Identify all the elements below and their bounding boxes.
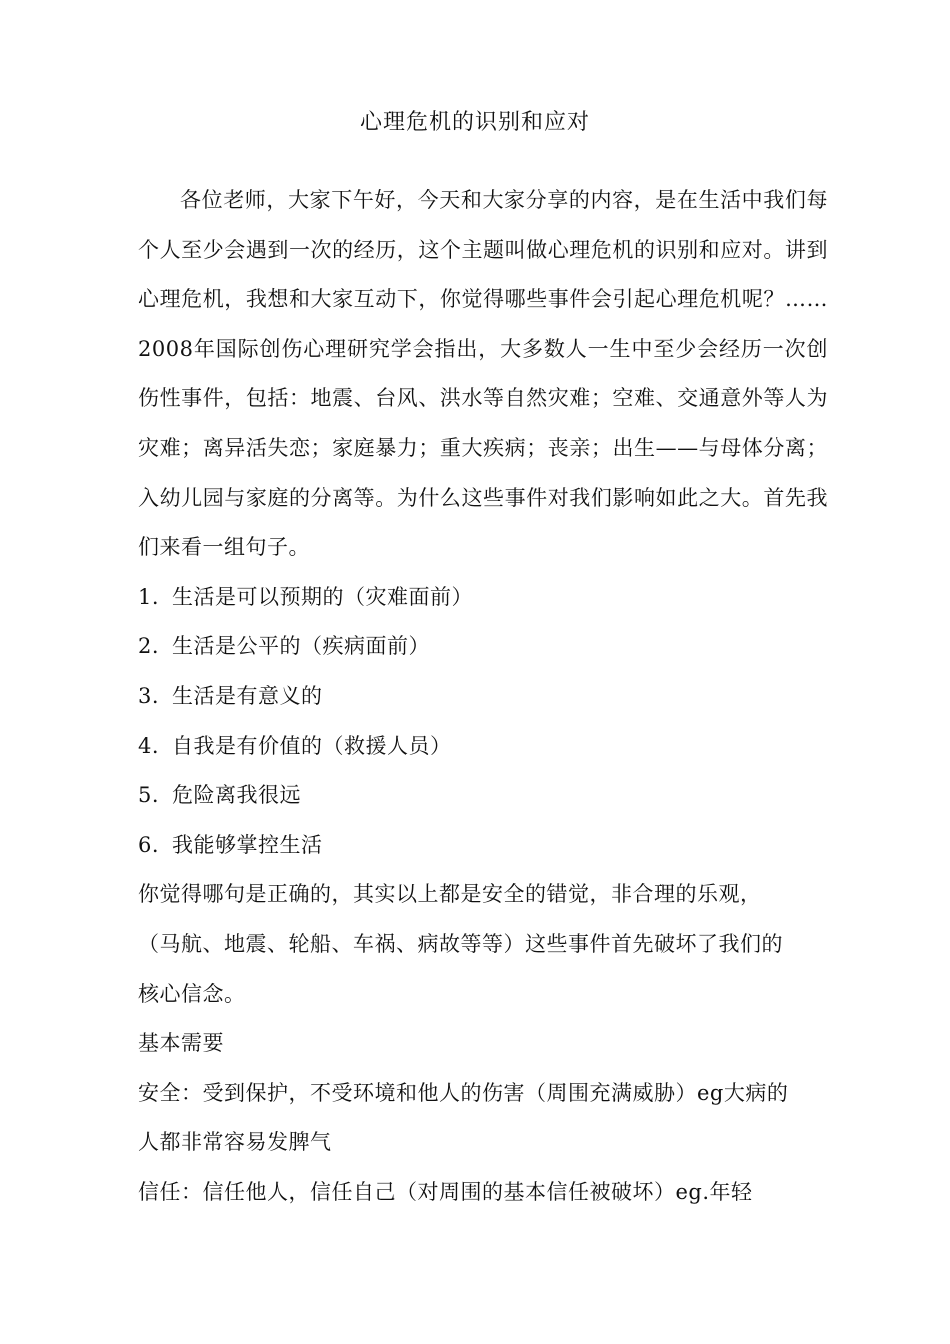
body-line: 核心信念。 [138,981,246,1006]
list-item [138,573,828,623]
list-number: 5. [138,783,160,808]
list-text: 我能够掌控生活 [172,832,323,857]
document-body [138,176,828,1217]
list-text: 自我是有价值的（救援人员） [172,733,452,758]
list-text: 生活是公平的（疾病面前） [172,634,430,659]
list-item [138,722,828,772]
document-title: 心理危机的识别和应对 [359,110,590,135]
list-text: 危险离我很远 [172,783,301,808]
list-item [138,672,828,722]
body-line: 你觉得哪句是正确的，其实以上都是安全的错觉，非合理的乐观， [138,882,762,907]
body-line: 信任：信任他人，信任自己（对周围的基本信任被破坏）eg.年轻 [138,1179,753,1204]
list-number: 6. [138,832,160,857]
intro-paragraph: 各位老师，大家下午好，今天和大家分享的内容，是在生活中我们每个人至少会遇到一次的经历，这个主题叫做心理危机的识别和应对。讲到心理危机，我想和大家互动下，你觉得哪些事件会引起心理危机呢？……2008年国际创伤心理研究学会指出，大多数人一生中至少会经历一次创伤性事件，包括：地震、台风、洪水等自然灾难；空难、交通意外等人为灾难；离异活失恋；家庭暴力；重大疾病；丧亲；出生——与母体分离；入幼儿园与家庭的分离等。为什么这些事件对我们影响如此之大。首先我们来看一组句子。 [138,188,828,560]
list-text: 生活是有意义的 [172,683,323,708]
list-item [138,771,828,821]
numbered-list [138,573,828,871]
list-number: 2. [138,634,160,659]
list-item [138,622,828,672]
list-item [138,821,828,871]
body-line: 安全：受到保护，不受环境和他人的伤害（周围充满威胁）eg大病的 [138,1080,789,1105]
section-heading: 基本需要 [138,1031,224,1056]
body-line: （马航、地震、轮船、车祸、病故等等）这些事件首先破坏了我们的 [138,931,783,956]
list-text: 生活是可以预期的（灾难面前） [172,584,473,609]
list-number: 3. [138,683,160,708]
list-number: 1. [138,584,160,609]
body-line: 人都非常容易发脾气 [138,1130,332,1155]
list-number: 4. [138,733,160,758]
